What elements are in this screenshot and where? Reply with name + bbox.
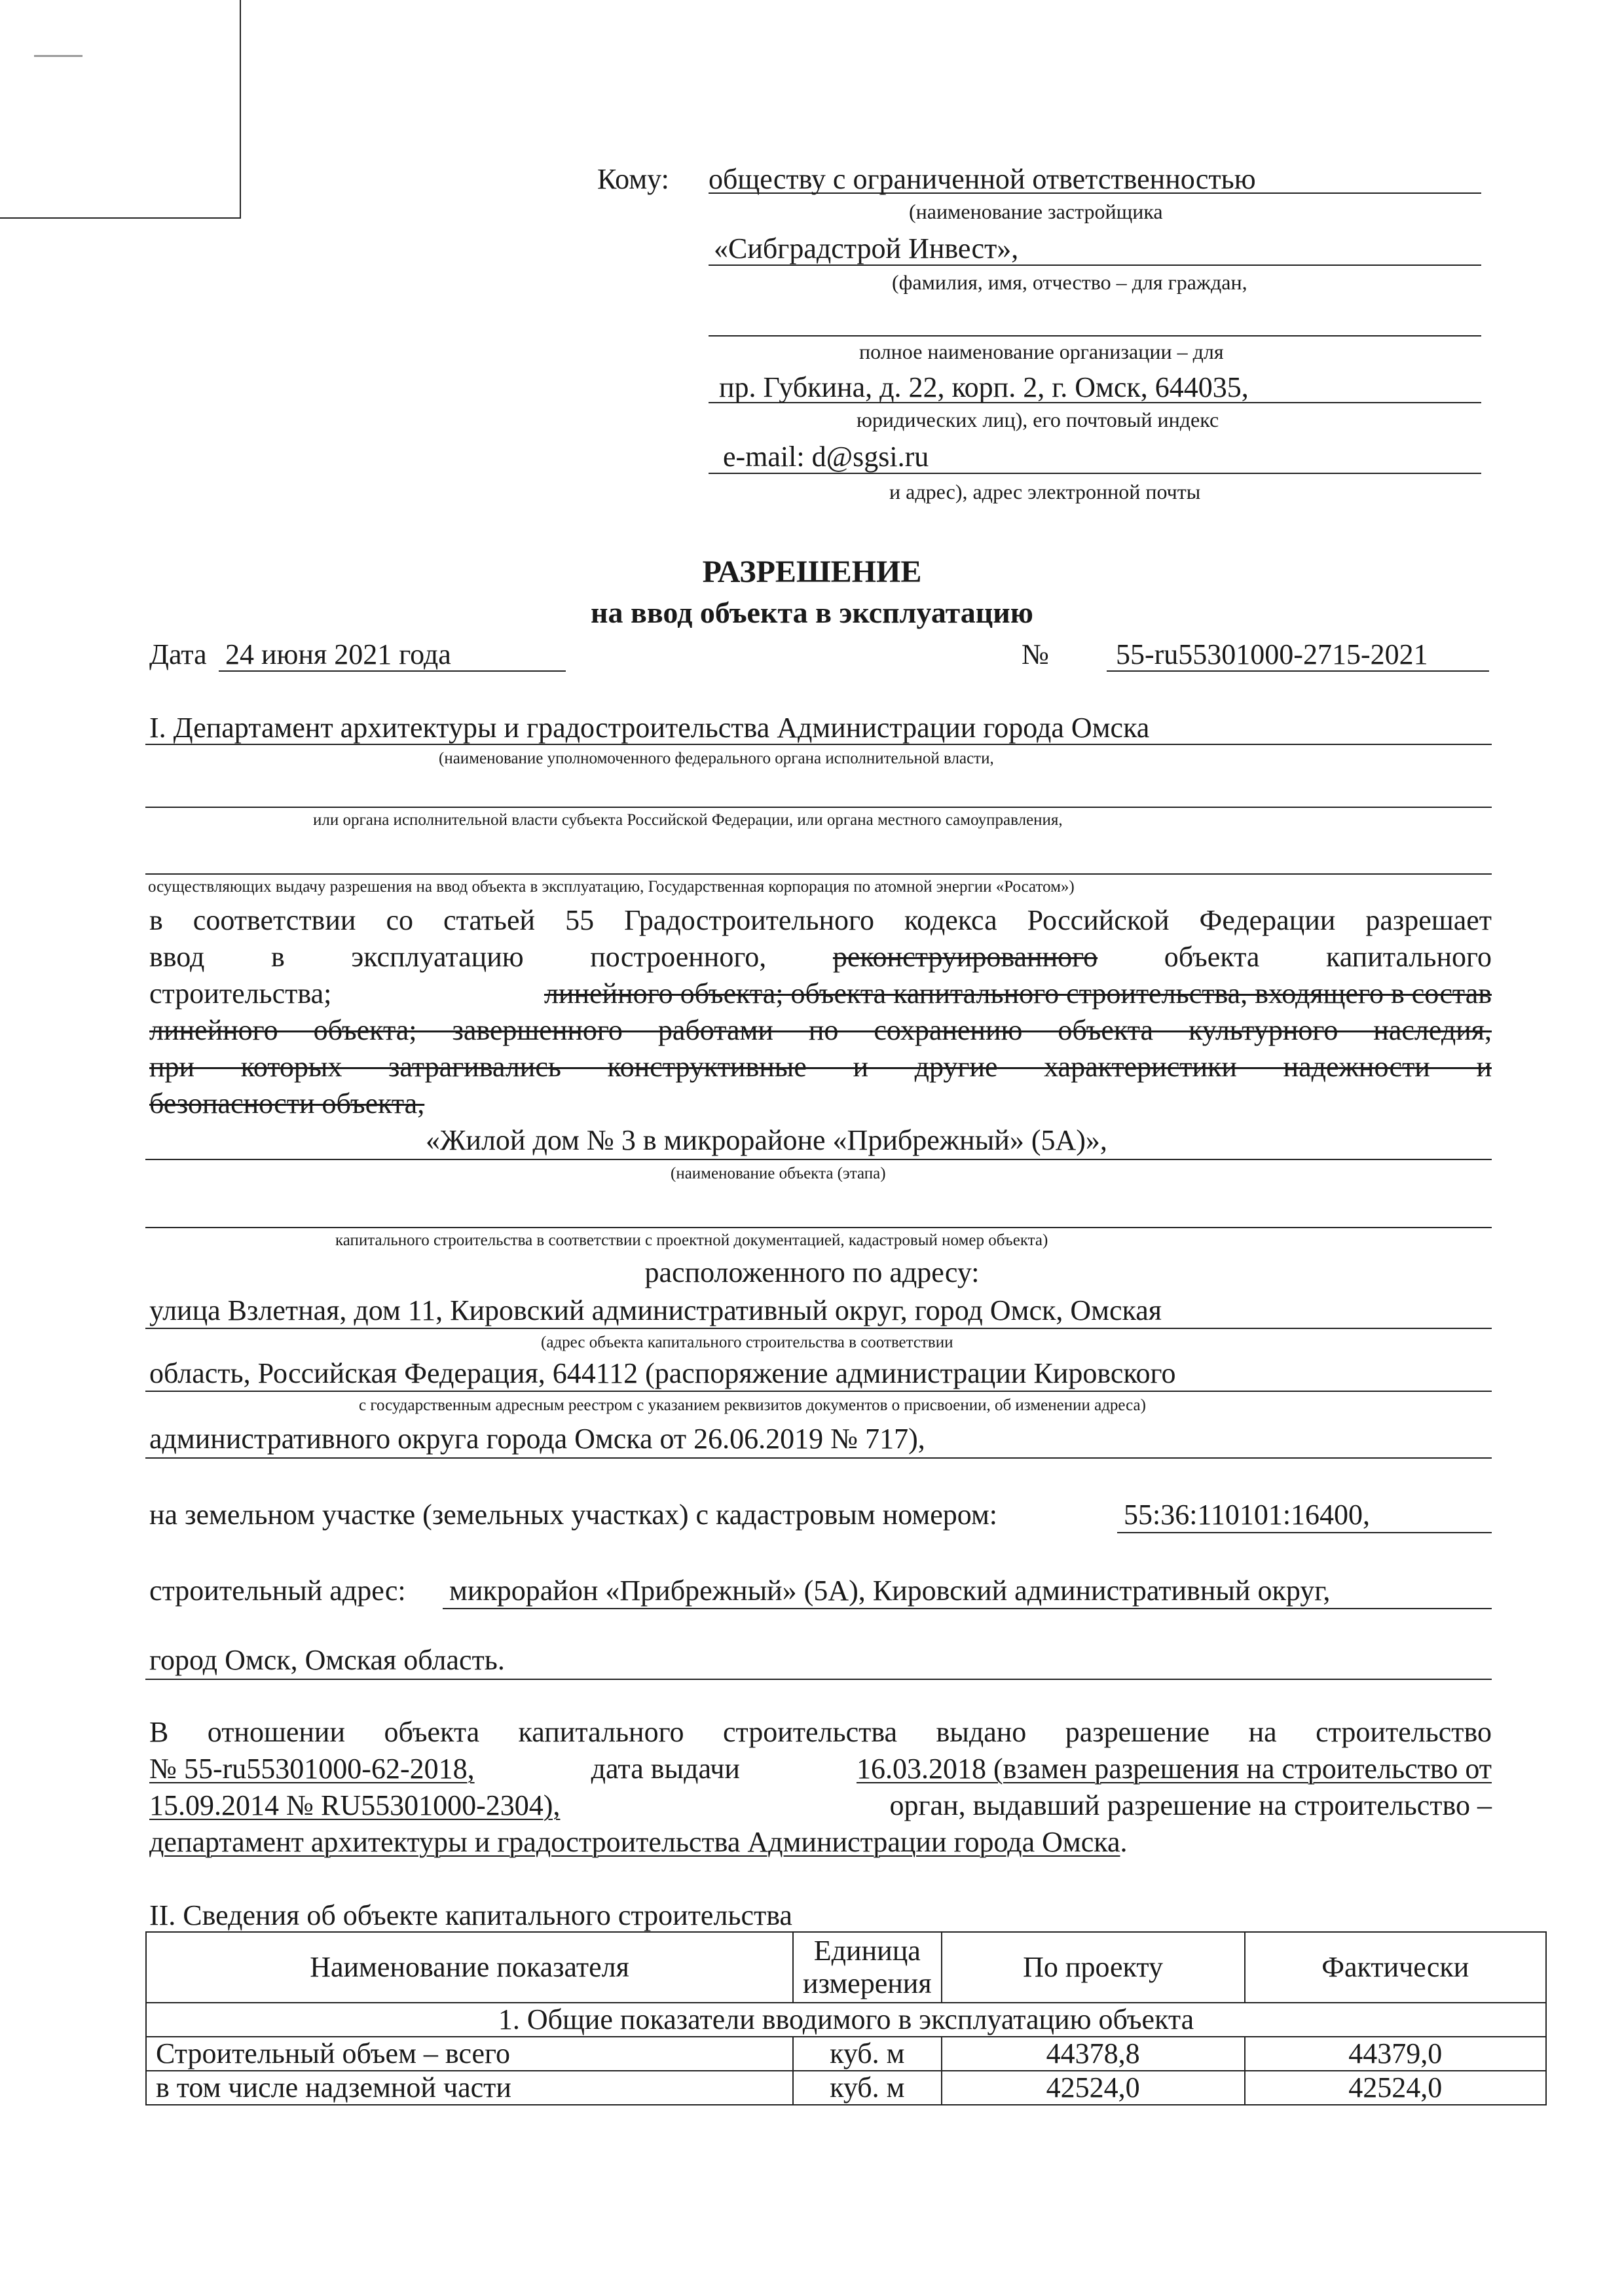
recipient-rule-1 [709, 192, 1481, 194]
address-line-1: улица Взлетная, дом 11, Кировский административный округ, город Омск, Омская [149, 1294, 1162, 1326]
table-row [146, 2071, 1546, 2105]
object-name-rule [145, 1159, 1492, 1160]
date-label: Дата [149, 638, 207, 670]
build-address-rule-1 [443, 1608, 1492, 1609]
object-caption-1: (наименование объекта (этапа) [671, 1165, 886, 1182]
recipient-caption-1: (наименование застройщика [909, 200, 1163, 223]
authority-caption-1: (наименование уполномоченного федерального органа исполнительной власти, [439, 750, 994, 767]
number-value: 55-ru55301000-2715-2021 [1116, 638, 1428, 670]
build-address-value-2: город Омск, Омская область. [149, 1644, 505, 1676]
paragraph-word: построенного, [590, 941, 767, 973]
permit-authority-label: орган, выдавший разрешение на строительство – [889, 1789, 1492, 1821]
recipient-line-2: «Сибградстрой Инвест», [714, 232, 1019, 264]
section-2-heading: II. Сведения об объекте капитального строительства [149, 1899, 792, 1931]
paragraph-line-1 [149, 903, 1492, 938]
permit-line-1 [149, 1715, 1492, 1749]
document-title: РАЗРЕШЕНИЕ [702, 555, 922, 589]
recipient-line-4: e-mail: d@sgsi.ru [723, 441, 929, 473]
paragraph-line-1-text: в соответствии со статьей 55 Градостроительного кодекса Российской Федерации разрешает [149, 904, 1492, 936]
document-subtitle: на ввод объекта в эксплуатацию [591, 596, 1033, 629]
address-rule-3 [145, 1457, 1492, 1459]
address-caption-1: (адрес объекта капитального строительства в соответствии [541, 1334, 953, 1351]
paragraph-struck-text: линейного объекта; объекта капитального строительства, входящего в состав [544, 977, 1492, 1010]
paragraph-word: объекта [1164, 941, 1260, 973]
recipient-rule-5 [709, 473, 1481, 474]
permit-line-4 [149, 1825, 1128, 1859]
paragraph-word: капитального [1325, 941, 1492, 973]
permit-period: . [1120, 1826, 1128, 1858]
paragraph-struck-text: при которых затрагивались конструктивные и другие характеристики надежности и [149, 1051, 1492, 1083]
stamp-frame-bottom [0, 217, 241, 219]
address-rule-2 [145, 1391, 1492, 1392]
number-label: № [1022, 638, 1049, 670]
recipient-line-1: обществу с ограниченной ответственностью [709, 163, 1256, 195]
paragraph-struck-word: реконструированного [832, 941, 1098, 973]
number-rule [1107, 670, 1489, 672]
permit-line-1-text: В отношении объекта капитального строительства выдано разрешение на строительство [149, 1716, 1492, 1748]
stamp-mark [34, 55, 83, 57]
address-caption-2: с государственным адресным реестром с указанием реквизитов документов о присвоении, об изменении адреса) [359, 1396, 1146, 1414]
indicator-table [145, 1931, 1547, 2105]
header-unit: Единица измерения [793, 1932, 942, 2003]
row-project: 44378,8 [942, 2037, 1245, 2071]
permit-issue-date: 16.03.2018 (взамен разрешения на строительство от [856, 1753, 1492, 1785]
build-address-label: строительный адрес: [149, 1575, 406, 1607]
permit-line-3 [149, 1789, 1492, 1823]
date-value: 24 июня 2021 года [225, 638, 451, 670]
recipient-rule-2 [709, 264, 1481, 266]
authority-caption-3: осуществляющих выдачу разрешения на ввод объекта в эксплуатацию, Государственная корпорация по атомной энергии «Росатом») [148, 878, 1075, 896]
row-project: 42524,0 [942, 2071, 1245, 2105]
paragraph-word: в [270, 941, 285, 973]
table-header-row [146, 1932, 1546, 2003]
address-rule-1 [145, 1328, 1492, 1329]
permit-authority: департамент архитектуры и градостроительства Администрации города Омска [149, 1826, 1120, 1858]
recipient-caption-2: (фамилия, имя, отчество – для граждан, [892, 270, 1247, 294]
permit-issue-label: дата выдачи [591, 1753, 740, 1785]
authority-rule-3 [145, 873, 1492, 875]
recipient-caption-3: полное наименование организации – для [859, 340, 1224, 363]
header-name: Наименование показателя [146, 1932, 793, 2003]
paragraph-line-4 [149, 1013, 1492, 1048]
recipient-caption-4: юридических лиц), его почтовый индекс [857, 408, 1219, 431]
object-caption-2: капитального строительства в соответствии с проектной документацией, кадастровый номер объекта) [335, 1231, 1048, 1249]
table-group-row [146, 2003, 1546, 2037]
address-line-3: административного округа города Омска от 26.06.2019 № 717), [149, 1423, 925, 1455]
authority-rule-2 [145, 807, 1492, 808]
header-project: По проекту [942, 1932, 1245, 2003]
row-unit: куб. м [793, 2037, 942, 2071]
group-title: 1. Общие показатели вводимого в эксплуатацию объекта [146, 2003, 1546, 2037]
paragraph-line-5 [149, 1050, 1492, 1084]
paragraph-word: ввод [149, 941, 205, 973]
build-address-value-1: микрорайон «Прибрежный» (5А), Кировский административный округ, [449, 1575, 1331, 1607]
cadastral-label: на земельном участке (земельных участках) с кадастровым номером: [149, 1499, 998, 1531]
stamp-frame-right [240, 0, 241, 217]
cadastral-rule [1117, 1532, 1492, 1533]
recipient-label: Кому: [597, 163, 669, 195]
permit-replaced: 15.09.2014 № RU55301000-2304), [149, 1789, 561, 1821]
permit-number: № 55-ru55301000-62-2018, [149, 1753, 475, 1785]
authority-caption-2: или органа исполнительной власти субъекта Российской Федерации, или органа местного самоуправления, [313, 811, 1063, 829]
row-name: в том числе надземной части [146, 2071, 793, 2105]
recipient-caption-5: и адрес), адрес электронной почты [889, 480, 1201, 503]
cadastral-value: 55:36:110101:16400, [1124, 1499, 1371, 1531]
paragraph-word: эксплуатацию [351, 941, 524, 973]
paragraph-line-2 [149, 940, 1492, 974]
address-line-2: область, Российская Федерация, 644112 (распоряжение администрации Кировского [149, 1357, 1176, 1389]
authority-name: I. Департамент архитектуры и градостроительства Администрации города Омска [149, 712, 1150, 744]
recipient-rule-3 [709, 335, 1481, 337]
header-actual: Фактически [1245, 1932, 1546, 2003]
row-actual: 44379,0 [1245, 2037, 1546, 2071]
row-actual: 42524,0 [1245, 2071, 1546, 2105]
row-unit: куб. м [793, 2071, 942, 2105]
paragraph-word: строительства; [149, 977, 332, 1010]
recipient-rule-4 [709, 402, 1481, 403]
paragraph-struck-text: линейного объекта; завершенного работами по сохранению объекта культурного наследия, [149, 1014, 1492, 1046]
date-rule [219, 670, 566, 672]
located-label: расположенного по адресу: [644, 1256, 980, 1288]
object-name: «Жилой дом № 3 в микрорайоне «Прибрежный» (5А)», [426, 1124, 1107, 1156]
build-address-rule-2 [145, 1679, 1492, 1680]
table-row [146, 2037, 1546, 2071]
recipient-line-3: пр. Губкина, д. 22, корп. 2, г. Омск, 644035, [719, 371, 1249, 403]
row-name: Строительный объем – всего [146, 2037, 793, 2071]
paragraph-line-6: безопасности объекта, [149, 1087, 425, 1120]
object-name-rule-2 [145, 1227, 1492, 1228]
permit-line-2 [149, 1752, 1492, 1786]
paragraph-line-3 [149, 977, 1492, 1011]
authority-rule [145, 744, 1492, 745]
